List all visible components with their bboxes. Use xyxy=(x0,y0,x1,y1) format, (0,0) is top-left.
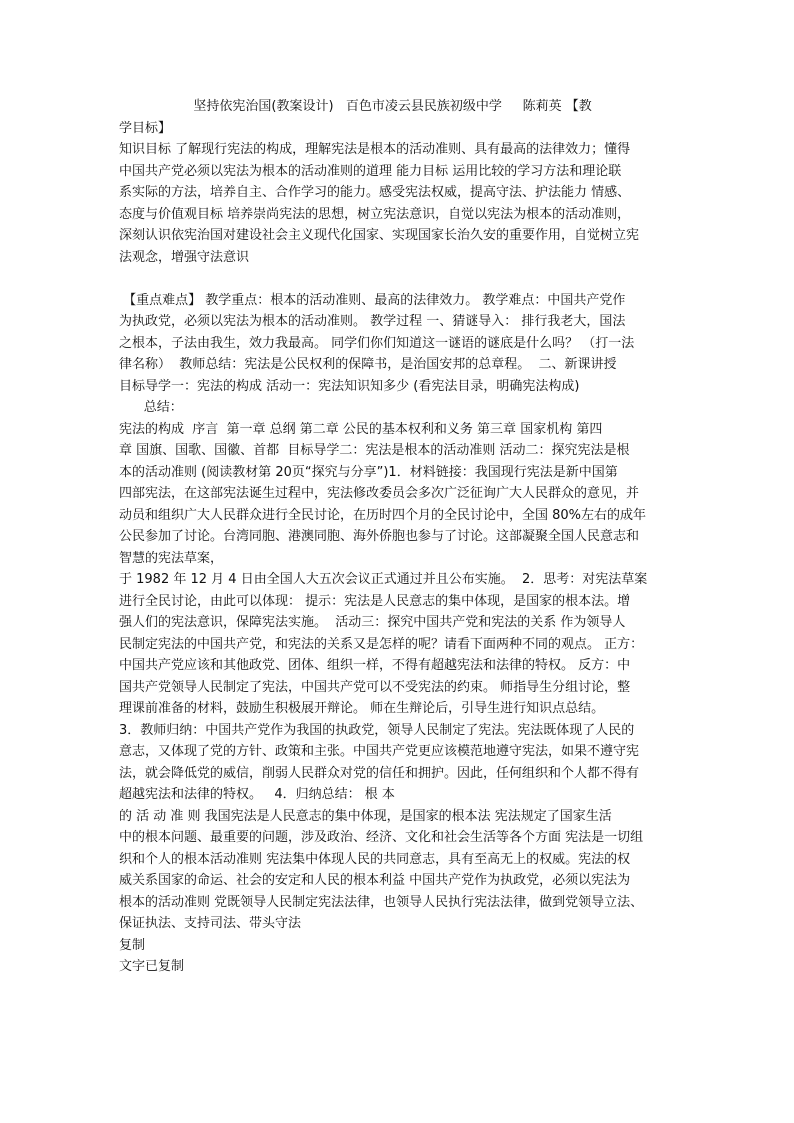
text-line: 进行全民讨论，由此可以体现： 提示：宪法是人民意志的集中体现，是国家的根本法。增 xyxy=(119,593,631,609)
text-line: 深刻认识依宪治国对建设社会主义现代化国家、实现国家长治久安的重要作用，自觉树立宪 xyxy=(119,228,640,243)
text-line: 态度与价值观目标 培养崇尚宪法的思想，树立宪法意识，自觉以宪法为根本的活动准则， xyxy=(119,206,631,222)
text-line: 民制定宪法的中国共产党，和宪法的关系又是怎样的呢？请看下面两种不同的观点。 正方： xyxy=(119,636,644,652)
text-line: 超越宪法和法律的特权。 4．归纳总结： 根 本 xyxy=(119,787,395,802)
text-line: 本的活动准则 (阅读教材第 20页“探究与分享”)1．材料链接：我国现行宪法是新中国第 xyxy=(119,464,618,480)
text-line: 为执政党，必须以宪法为根本的活动准则。 教学过程 一、猜谜导入： 排行我老大，国法 xyxy=(119,314,626,329)
text-line: 学目标】 xyxy=(119,120,172,136)
text-line: 意志，又体现了党的方针、政策和主张。中国共产党更应该模范地遵守宪法，如果不遵守宪 xyxy=(119,744,640,759)
text-line: 坚持依宪治国(教案设计) 百色市凌云县民族初级中学 陈莉英 【教 xyxy=(119,99,592,114)
text-line: 动员和组织广大人民群众进行全民讨论，在历时四个月的全民讨论中，全国 80%左右的成年 xyxy=(119,507,647,523)
text-line: 章 国旗、国歌、国徽、首都 目标导学二：宪法是根本的活动准则 活动二：探究宪法是根 xyxy=(119,443,630,458)
text-line: 的 活 动 准 则 我国宪法是人民意志的集中体现，是国家的根本法 宪法规定了国家生活 xyxy=(119,808,612,824)
text-line: 于 1982 年 12 月 4 日由全国人大五次会议正式通过并且公布实施。 2．思考：对宪法草案 xyxy=(119,572,648,587)
text-line: 宪法的构成 序言 第一章 总纲 第二章 公民的基本权利和义务 第三章 国家机构 第四 xyxy=(119,421,603,437)
text-line: 系实际的方法，培养自主、合作学习的能力。感受宪法权威，提高守法、护法能力 情感、 xyxy=(119,185,631,200)
text-line: 法观念，增强守法意识 xyxy=(119,249,250,265)
document-body xyxy=(119,96,676,978)
text-line: 四部宪法，在这部宪法诞生过程中，宪法修改委员会多次广泛征询广大人民群众的意见，并 xyxy=(119,486,640,501)
document-text xyxy=(119,96,676,935)
copied-status: 文字已复制 xyxy=(119,959,185,974)
text-line: 织和个人的根本活动准则 宪法集中体现人民的共同意志，具有至高无上的权威。宪法的权 xyxy=(119,851,631,867)
text-line: 智慧的宪法草案， xyxy=(119,550,224,566)
text-line: 理课前准备的材料，鼓励生积极展开辩论。 师在生辩论后，引导生进行知识点总结。 xyxy=(119,701,605,716)
text-line: 中国共产党应该和其他政党、团体、组织一样，不得有超越宪法和法律的特权。 反方：中 xyxy=(119,658,631,673)
text-line: 律名称） 教师总结：宪法是公民权利的保障书，是治国安邦的总章程。 二、新课讲授 xyxy=(119,357,617,372)
text-line: 威关系国家的命运、社会的安定和人民的根本利益 中国共产党作为执政党，必须以宪法为 xyxy=(119,873,631,888)
text-line: 【重点难点】 教学重点：根本的活动准则、最高的法律效力。 教学难点：中国共产党作 xyxy=(119,292,626,308)
text-line: 3．教师归纳：中国共产党作为我国的执政党，领导人民制定了宪法。宪法既体现了人民的 xyxy=(119,722,635,738)
text-line: 国共产党领导人民制定了宪法，中国共产党可以不受宪法的约束。 师指导生分组讨论，整 xyxy=(119,679,631,695)
text-line: 知识目标 了解现行宪法的构成，理解宪法是根本的活动准则、具有最高的法律效力；懂得 xyxy=(119,142,631,157)
text-line: 根本的活动准则 党既领导人民制定宪法法律，也领导人民执行宪法法律，做到党领导立法、 xyxy=(119,894,644,910)
text-line: 公民参加了讨论。台湾同胞、港澳同胞、海外侨胞也参与了讨论。这部凝聚全国人民意志和 xyxy=(119,529,640,544)
text-line: 之根本，子法由我生，效力我最高。 同学们你们知道这一谜语的谜底是什么吗？ （打一法 xyxy=(119,335,635,351)
text-line: 目标导学一：宪法的构成 活动一：宪法知识知多少 (看宪法目录，明确宪法构成) xyxy=(119,378,580,394)
text-line: 保证执法、支持司法、带头守法 xyxy=(119,916,302,931)
text-line: 总结： xyxy=(119,400,183,415)
text-line: 强人们的宪法意识，保障宪法实施。 活动三：探究中国共产党和宪法的关系 作为领导人 xyxy=(119,615,626,630)
copy-link[interactable]: 复制 xyxy=(119,937,146,953)
text-line: 中国共产党必须以宪法为根本的活动准则的道理 能力目标 运用比较的学习方法和理论联 xyxy=(119,163,622,179)
text-line: 中的根本问题、最重要的问题，涉及政治、经济、文化和社会生活等各个方面 宪法是一切组 xyxy=(119,830,644,845)
text-line xyxy=(119,268,676,290)
text-line: 法，就会降低党的威信，削弱人民群众对党的信任和拥护。因此，任何组织和个人都不得有 xyxy=(119,765,640,781)
